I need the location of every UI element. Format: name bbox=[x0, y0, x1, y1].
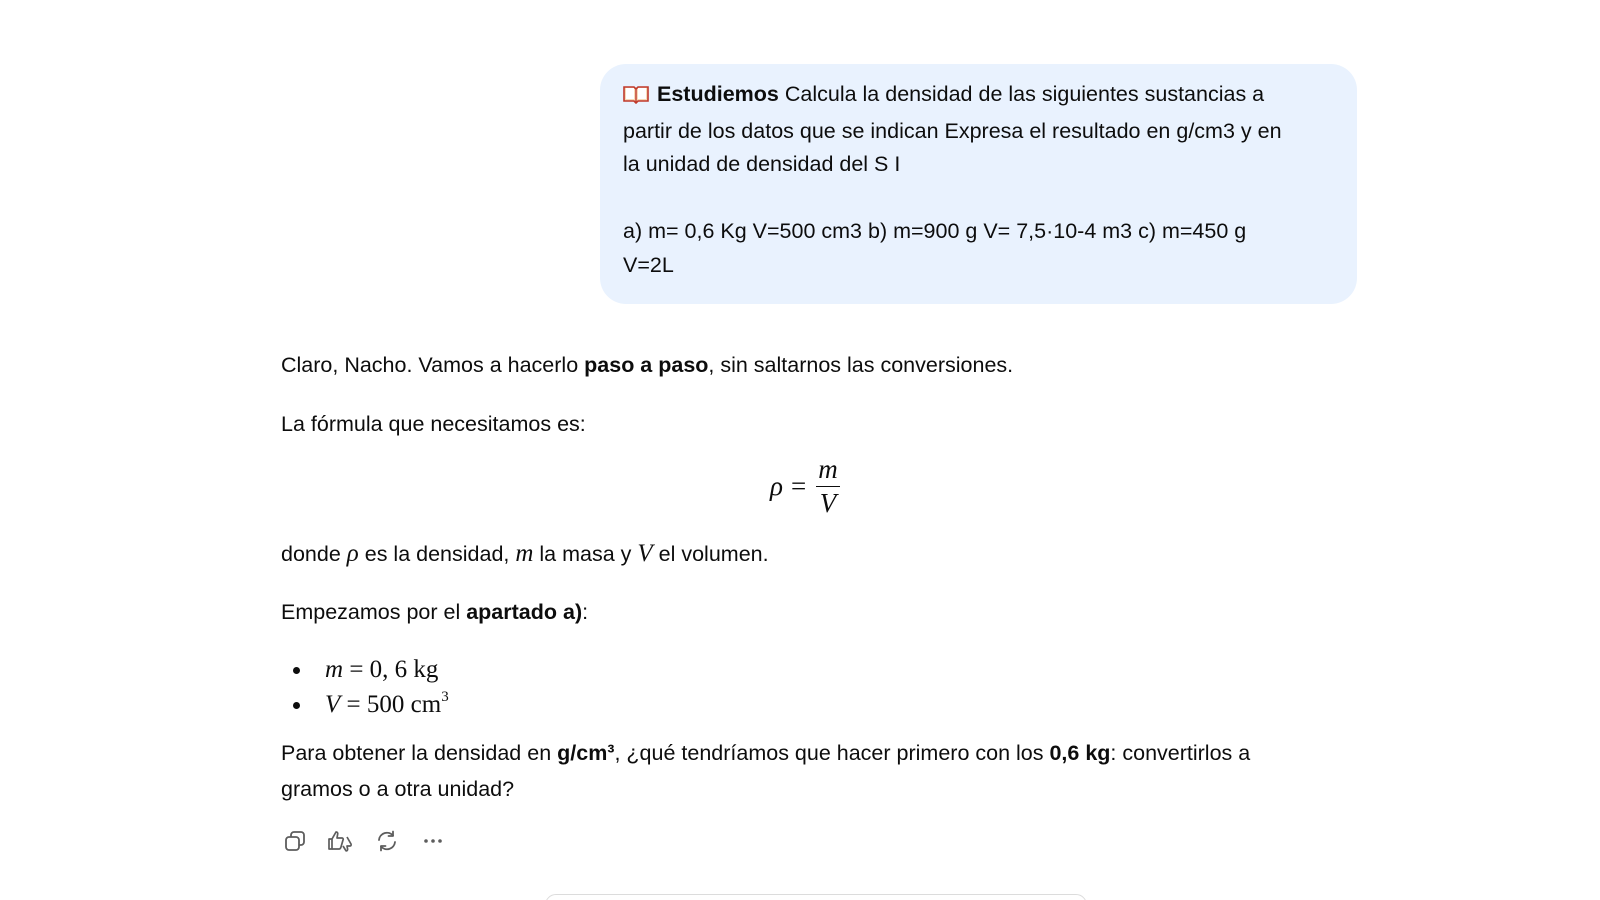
formula-lhs: ρ bbox=[770, 471, 783, 501]
feedback-button[interactable] bbox=[326, 826, 356, 856]
copy-button[interactable] bbox=[280, 826, 310, 856]
bullet-dot bbox=[293, 667, 300, 674]
user-message-line: a) m= 0,6 Kg V=500 cm3 b) m=900 g V= 7,5·10-4 m3 c) m=450 g bbox=[623, 219, 1247, 243]
list-item: V = 500 $cm^3$ bbox=[281, 687, 449, 722]
formula-numerator: m bbox=[816, 456, 840, 487]
user-message-line: V=2L bbox=[623, 252, 674, 277]
data-list bbox=[281, 652, 449, 722]
open-book-icon bbox=[623, 81, 649, 115]
list-item: m = 0, 6 kg bbox=[281, 652, 449, 687]
assistant-paragraph: La fórmula que necesitamos es: bbox=[281, 412, 586, 436]
density-formula bbox=[770, 456, 840, 517]
assistant-paragraph: donde ρ es la densidad, m la masa y V el volumen. bbox=[281, 540, 769, 567]
formula-denominator: V bbox=[819, 488, 837, 518]
bullet-dot bbox=[293, 702, 300, 709]
message-actions bbox=[280, 826, 448, 856]
message-composer[interactable] bbox=[545, 894, 1087, 900]
copy-icon bbox=[283, 829, 307, 853]
assistant-paragraph: Para obtener la densidad en g/cm³, ¿qué tendríamos que hacer primero con los 0,6 kg: convertirlos a gramos o a otra unidad? bbox=[281, 741, 1251, 801]
assistant-paragraph: Empezamos por el apartado a): bbox=[281, 600, 589, 624]
more-options-icon bbox=[421, 829, 445, 853]
user-message-line: la unidad de densidad del S I bbox=[623, 152, 901, 176]
thumbs-up-down-icon bbox=[327, 829, 355, 853]
regenerate-icon bbox=[375, 829, 399, 853]
study-mode-label: Estudiemos bbox=[657, 82, 779, 106]
user-message-line: partir de los datos que se indican Expresa el resultado en g/cm3 y en bbox=[623, 118, 1282, 143]
formula-equals: = bbox=[790, 471, 807, 501]
regenerate-button[interactable] bbox=[372, 826, 402, 856]
user-message-line: Calcula la densidad de las siguientes sustancias a bbox=[784, 82, 1265, 106]
user-message-bubble bbox=[600, 64, 1357, 304]
formula-fraction bbox=[816, 456, 840, 517]
more-options-button[interactable] bbox=[418, 826, 448, 856]
assistant-paragraph: Claro, Nacho. Vamos a hacerlo paso a paso, sin saltarnos las conversiones. bbox=[281, 353, 1014, 377]
